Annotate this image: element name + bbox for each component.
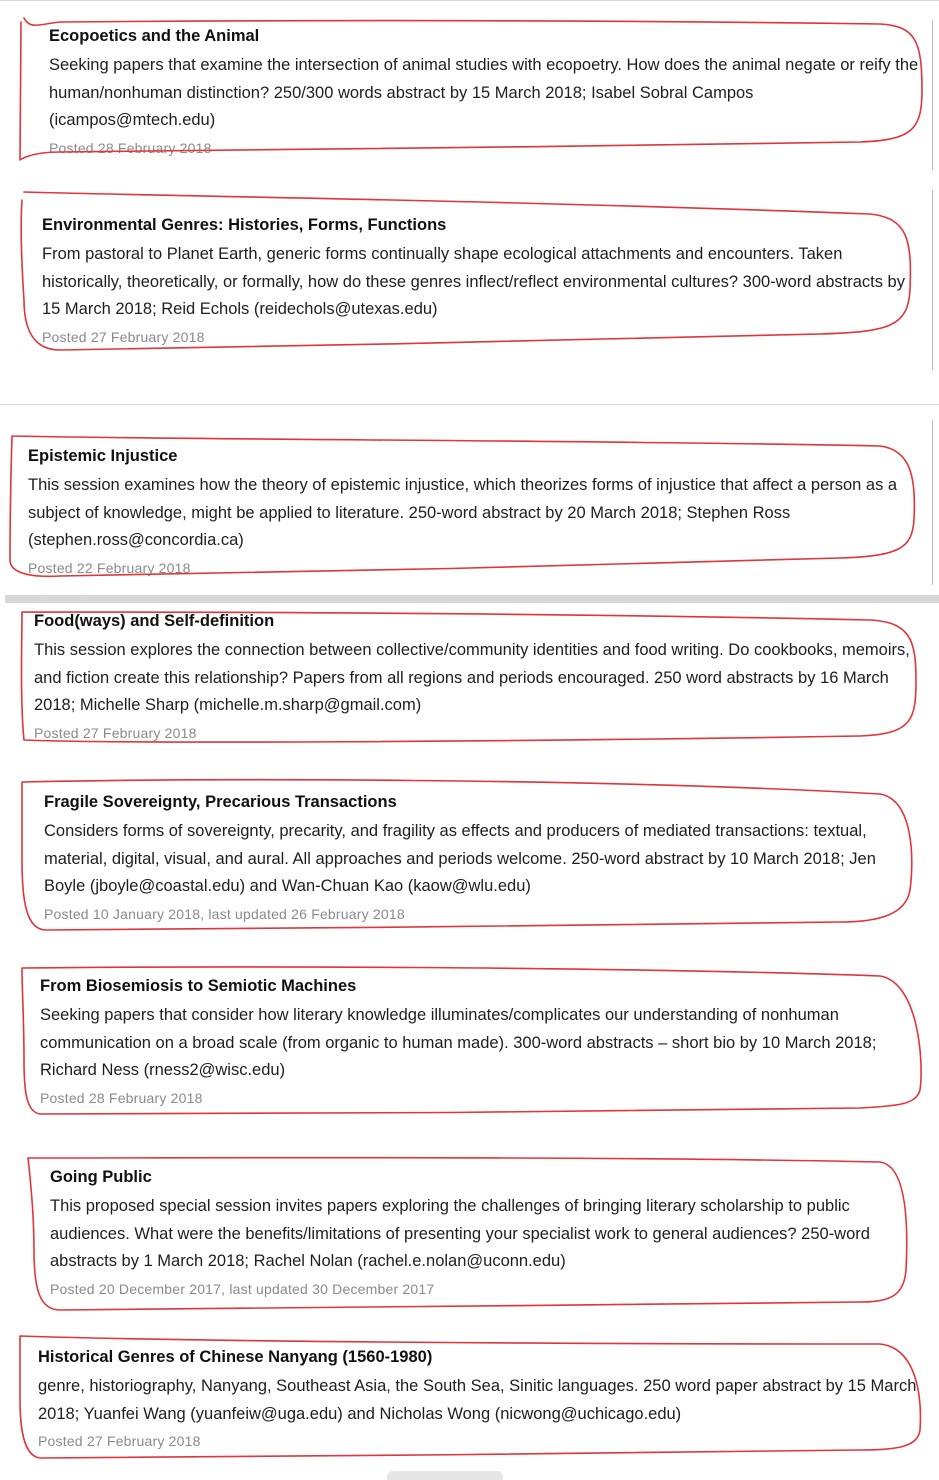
entry-title[interactable]: From Biosemiosis to Semiotic Machines <box>40 977 357 995</box>
edge-line <box>932 190 933 370</box>
top-divider <box>0 0 939 1</box>
entry-posted-date: Posted 28 February 2018 <box>49 139 212 156</box>
entry-posted-date: Posted 20 December 2017, last updated 30 December 2017 <box>50 1280 435 1297</box>
cfp-entry[interactable] <box>40 976 918 1108</box>
entry-description: Seeking papers that consider how literary knowledge illuminates/complicates our understanding of nonhuman communication on a broad scale (from organic to human made). 300-word abstracts – short bio by 10 March 2018; Richard Ness (rness2@wisc.edu) <box>40 1006 877 1079</box>
entry-posted-date: Posted 27 February 2018 <box>34 724 197 741</box>
entry-description: Considers forms of sovereignty, precarity, and fragility as effects and producers of mediated transactions: textual, material, digital, visual, and aural. All approaches and periods welcome. 250-word abstract by 10 March 2018; Jen Boyle (jboyle@coastal.edu) and Wan-Chuan Kao (kaow@wlu.edu) <box>44 822 876 895</box>
entry-title[interactable]: Epistemic Injustice <box>28 447 178 465</box>
cfp-entry[interactable] <box>38 1347 918 1451</box>
entry-title[interactable]: Food(ways) and Self-definition <box>34 612 275 630</box>
edge-line <box>932 20 933 170</box>
entry-title[interactable]: Going Public <box>50 1168 152 1186</box>
cfp-entry[interactable] <box>42 215 912 347</box>
edge-line <box>932 420 933 585</box>
cfp-entry[interactable] <box>34 611 914 743</box>
entry-title[interactable]: Ecopoetics and the Animal <box>49 27 260 45</box>
entry-posted-date: Posted 22 February 2018 <box>28 559 191 576</box>
cfp-entry[interactable] <box>50 1167 906 1299</box>
entry-posted-date: Posted 27 February 2018 <box>42 328 205 345</box>
entry-title[interactable]: Environmental Genres: Histories, Forms, Functions <box>42 216 447 234</box>
entry-posted-date: Posted 27 February 2018 <box>38 1433 201 1449</box>
entry-description: From pastoral to Planet Earth, generic forms continually shape ecological attachments and encounters. Taken historically, theoretically, or formally, how do these genres inflect/reflect environmental cultures? 300-word abstracts by 15 March 2018; Reid Echols (reidechols@utexas.edu) <box>42 245 905 318</box>
entry-title[interactable]: Historical Genres of Chinese Nanyang (1560-1980) <box>38 1348 433 1366</box>
entry-description: This proposed special session invites papers exploring the challenges of bringing literary scholarship to public audiences. What were the benefits/limitations of presenting your specialist work to general audiences? 250-word abstracts by 1 March 2018; Rachel Nolan (rachel.e.nolan@uconn.edu) <box>50 1197 870 1270</box>
home-indicator <box>387 1471 503 1480</box>
entry-description: Seeking papers that examine the intersection of animal studies with ecopoetry. How does the animal negate or reify the human/nonhuman distinction? 250/300 words abstract by 15 March 2018; Isabel Sobral Campos (icampos@mtech.edu) <box>49 56 919 129</box>
cfp-entry[interactable] <box>28 446 906 578</box>
entry-description: genre, historiography, Nanyang, Southeast Asia, the South Sea, Sinitic languages. 250 word paper abstract by 15 March 2018; Yuanfei Wang (yuanfeiw@uga.edu) and Nicholas Wong (nicwong@uchicago.edu) <box>38 1377 917 1423</box>
cfp-entry[interactable] <box>49 26 919 158</box>
entry-posted-date: Posted 28 February 2018 <box>40 1089 203 1106</box>
section-divider <box>0 404 939 405</box>
entry-description: This session explores the connection between collective/community identities and food writing. Do cookbooks, memoirs, and fiction create this relationship? Papers from all regions and periods encouraged. 250 word abstracts by 16 March 2018; Michelle Sharp (michelle.m.sharp@gmail.com) <box>34 641 910 714</box>
entry-description: This session examines how the theory of epistemic injustice, which theorizes forms of injustice that affect a person as a subject of knowledge, might be applied to literature. 250-word abstract by 20 March 2018; Stephen Ross (stephen.ross@concordia.ca) <box>28 476 898 549</box>
screenshot-seam <box>5 595 939 603</box>
entry-posted-date: Posted 10 January 2018, last updated 26 February 2018 <box>44 905 405 922</box>
cfp-entry[interactable] <box>44 792 914 924</box>
entry-title[interactable]: Fragile Sovereignty, Precarious Transactions <box>44 793 397 811</box>
